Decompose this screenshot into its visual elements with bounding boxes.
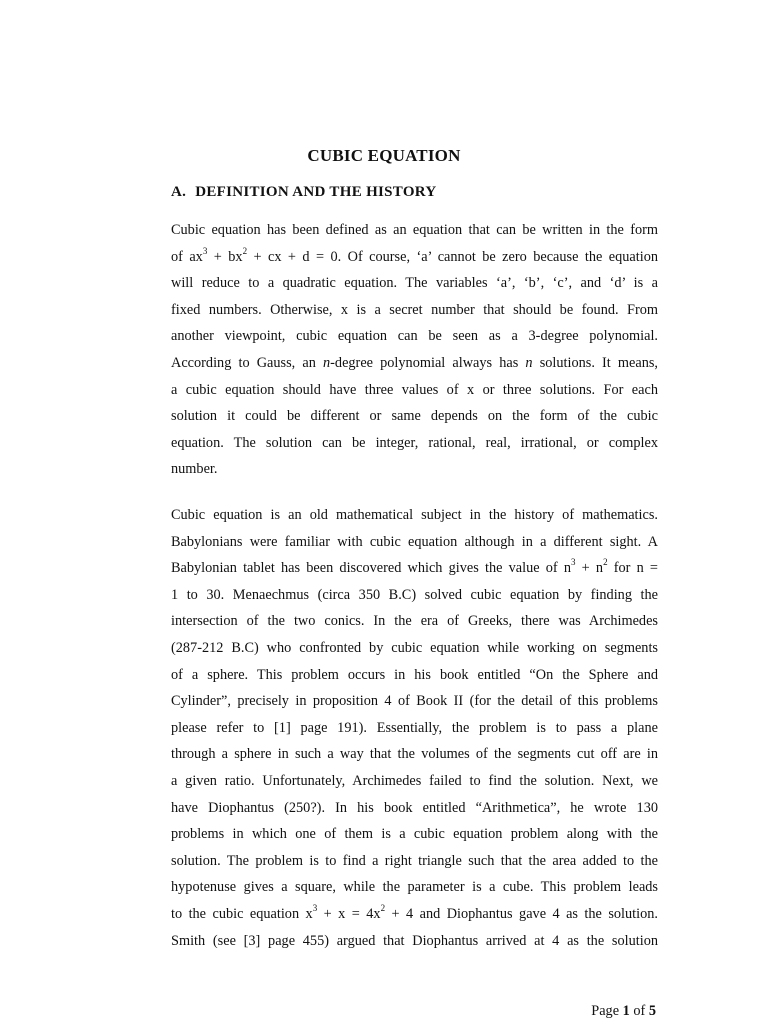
paragraph-line: intersection of the two conics. In the era of Greeks, there was Archimedes: [171, 613, 658, 630]
paragraph-line: solution it could be different or same depends on the form of the cubic: [171, 408, 658, 425]
text-run: solutions. It means,: [532, 354, 658, 371]
paragraph-line: 1 to 30. Menaechmus (circa 350 B.C) solved cubic equation by finding the: [171, 586, 658, 603]
text-run: for n =: [607, 560, 658, 577]
paragraph-line: have Diophantus (250?). In his book entitled “Arithmetica”, he wrote 130: [171, 799, 658, 816]
italic-variable: n: [525, 354, 533, 371]
paragraph-line: Babylonians were familiar with cubic equation although in a different sight. A: [171, 533, 658, 550]
paragraph-line: a cubic equation should have three values of x or three solutions. For each: [171, 381, 658, 398]
text-run: + x = 4x: [317, 905, 381, 922]
paragraph-history: [171, 502, 658, 954]
superscript: 3: [202, 245, 208, 256]
superscript: 2: [380, 903, 386, 914]
superscript: 3: [312, 903, 318, 914]
text-run: + n: [575, 560, 604, 577]
paragraph-line: Cubic equation has been defined as an equation that can be written in the form: [171, 222, 658, 238]
paragraph-line: [171, 350, 658, 377]
text-run: According to Gauss, an: [171, 354, 323, 371]
paragraph-line: a given ratio. Unfortunately, Archimedes failed to find the solution. Next, we: [171, 772, 658, 789]
paragraph-line: through a sphere in such a way that the volumes of the segments cut off are in: [171, 746, 658, 763]
paragraph-line: [171, 244, 658, 271]
paragraph-line: problems in which one of them is a cubic equation problem along with the: [171, 826, 658, 843]
paragraph-line: equation. The solution can be integer, rational, real, irrational, or complex: [171, 434, 658, 451]
page-label: Page: [591, 1003, 623, 1019]
of-label: of: [629, 1003, 649, 1019]
text-run: to the cubic equation x: [171, 905, 313, 922]
paragraph-line: number.: [171, 461, 218, 478]
superscript: 2: [242, 245, 248, 256]
paragraph-line: [171, 555, 658, 582]
text-run: + 4 and Diophantus gave 4 as the solution.: [385, 905, 658, 922]
paragraph-line: Cubic equation is an old mathematical subject in the history of mathematics.: [171, 507, 658, 523]
paragraph-line: of a sphere. This problem occurs in his book entitled “On the Sphere and: [171, 666, 658, 683]
paragraph-line: (287-212 B.C) who confronted by cubic equation while working on segments: [171, 639, 658, 656]
document-title: CUBIC EQUATION: [307, 146, 461, 165]
superscript: 2: [603, 557, 608, 568]
text-run: of ax: [171, 248, 203, 265]
total-pages-number: 5: [648, 1003, 656, 1019]
text-run: -degree polynomial always has: [330, 354, 526, 371]
paragraph-line: [171, 901, 658, 928]
text-run: Babylonian tablet has been discovered which gives the value of n: [171, 560, 571, 577]
section-letter: A.: [171, 184, 187, 200]
paragraph-line: please refer to [1] page 191). Essentially, the problem is to pass a plane: [171, 719, 658, 736]
section-heading: [171, 184, 437, 201]
current-page-number: 1: [622, 1003, 630, 1019]
paragraph-definition: [171, 217, 658, 483]
text-run: + cx + d = 0. Of course, ‘a’ cannot be zero because the equation: [247, 248, 659, 265]
paragraph-line: fixed numbers. Otherwise, x is a secret number that should be found. From: [171, 301, 658, 318]
text-run: + bx: [207, 248, 243, 265]
paragraph-line: solution. The problem is to find a right triangle such that the area added to the: [171, 852, 658, 869]
section-heading-text: DEFINITION AND THE HISTORY: [195, 184, 437, 200]
paragraph-line: will reduce to a quadratic equation. The variables ‘a’, ‘b’, ‘c’, and ‘d’ is a: [171, 275, 658, 292]
page-number-footer: [591, 1003, 656, 1020]
paragraph-line: Cylinder”, precisely in proposition 4 of Book II (for the detail of this problems: [171, 693, 658, 710]
superscript: 3: [571, 557, 576, 568]
italic-variable: n: [323, 354, 331, 371]
paragraph-line: Smith (see [3] page 455) argued that Diophantus arrived at 4 as the solution: [171, 932, 658, 949]
paragraph-line: another viewpoint, cubic equation can be seen as a 3-degree polynomial.: [171, 328, 658, 345]
paragraph-line: hypotenuse gives a square, while the parameter is a cube. This problem leads: [171, 879, 658, 896]
